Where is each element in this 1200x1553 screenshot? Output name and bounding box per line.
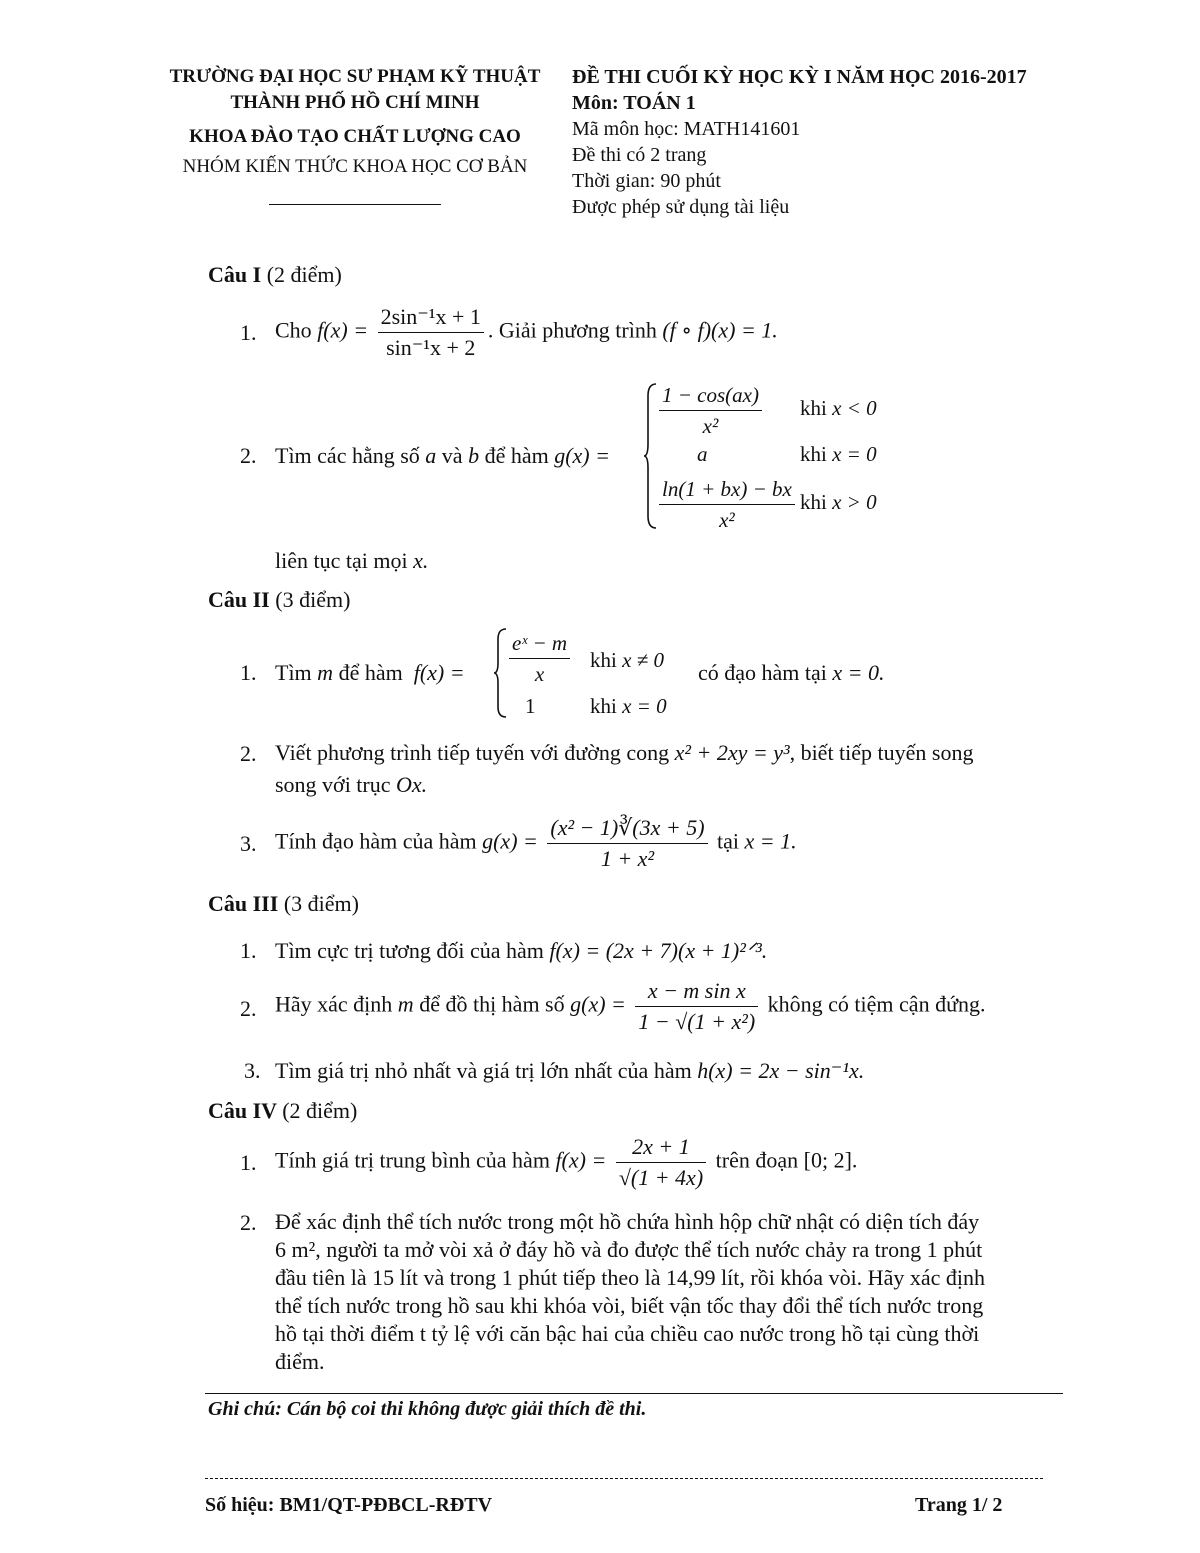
item-number: 2. bbox=[240, 443, 257, 468]
section-3-title: Câu III (3 điểm) bbox=[208, 891, 359, 916]
exam-note: Ghi chú: Cán bộ coi thi không được giải thích đề thi. bbox=[208, 1398, 647, 1420]
note-rule bbox=[205, 1393, 1063, 1394]
question-ii-1-text: Tìm m để hàm f(x) = bbox=[275, 660, 465, 685]
exam-title: ĐỀ THI CUỐI KỲ HỌC KỲ I NĂM HỌC 2016-2017 bbox=[572, 66, 1027, 88]
item-number: 1. bbox=[240, 320, 257, 345]
form-code: Số hiệu: BM1/QT-PĐBCL-RĐTV bbox=[205, 1494, 493, 1516]
question-ii-1-end: có đạo hàm tại x = 0. bbox=[698, 660, 885, 685]
section-2-title: Câu II (3 điểm) bbox=[208, 587, 351, 612]
group-name: NHÓM KIẾN THỨC KHOA HỌC CƠ BẢN bbox=[182, 156, 528, 177]
question-ii-2: Viết phương trình tiếp tuyến với đường cong x² + 2xy = y³, biết tiếp tuyến song song với trục Ox. bbox=[275, 740, 974, 797]
school-name-2: THÀNH PHỐ HỒ CHÍ MINH bbox=[230, 92, 480, 113]
header-rule bbox=[269, 204, 441, 205]
question-iv-2: Để xác định thể tích nước trong một hồ chứa hình hộp chữ nhật có diện tích đáy 6 m², người ta mở vòi xả ở đáy hồ và đo được thể tích nước chảy ra trong 1 phút đầu tiên là 15 lít và trong 1 phút tiếp theo là 14,99 lít, rồi khóa vòi. Hãy xác định thể tích nước trong hồ sau khi khóa vòi, biết vận tốc thay đổi thể tích nước trong hồ tại thời điểm t tỷ lệ với căn bậc hai của chiều cao nước trong hồ tại cùng thời điểm. bbox=[275, 1209, 985, 1374]
exam-info bbox=[572, 64, 1092, 220]
item-number: 3. bbox=[240, 831, 257, 856]
exam-docs: Được phép sử dụng tài liệu bbox=[572, 196, 790, 218]
piecewise-brace bbox=[494, 627, 508, 719]
section-1-title: Câu I (2 điểm) bbox=[208, 262, 342, 287]
exam-pages: Đề thi có 2 trang bbox=[572, 144, 707, 166]
school-header bbox=[150, 64, 560, 205]
page-number: Trang 1/ 2 bbox=[915, 1494, 1003, 1516]
question-ii-3: Tính đạo hàm của hàm g(x) = $\frac{\text{(x² − 1)∛(3x + 5)}}{\text{1 + x²}}$ tại x = 1. bbox=[275, 815, 797, 871]
question-iii-1: Tìm cực trị tương đối của hàm f(x) = (2x + 7)(x + 1)²ᐟ³. bbox=[275, 938, 768, 963]
question-iii-3: Tìm giá trị nhỏ nhất và giá trị lớn nhất của hàm h(x) = 2x − sin⁻¹x. bbox=[275, 1058, 865, 1083]
item-number: 3. bbox=[244, 1058, 261, 1083]
question-iii-2: Hãy xác định m để đồ thị hàm số g(x) = $\frac{\text{x − m sin x}}{\text{1 − √(1 + x²)}}$ không có tiệm cận đứng. bbox=[275, 978, 986, 1034]
faculty-name: KHOA ĐÀO TẠO CHẤT LƯỢNG CAO bbox=[189, 126, 521, 147]
question-i-2-text: Tìm các hằng số a và b để hàm g(x) = bbox=[275, 443, 610, 468]
item-number: 2. bbox=[240, 741, 257, 766]
item-number: 1. bbox=[240, 1150, 257, 1175]
item-number: 1. bbox=[240, 660, 257, 685]
footer-dashed-rule bbox=[205, 1478, 1043, 1479]
question-iv-1: Tính giá trị trung bình của hàm f(x) = $\frac{2x + 1}{√(1 + 4x)}$ trên đoạn [0; 2]. bbox=[275, 1134, 858, 1190]
item-number: 2. bbox=[240, 996, 257, 1021]
exam-code: Mã môn học: MATH141601 bbox=[572, 118, 801, 140]
exam-subject: Môn: TOÁN 1 bbox=[572, 92, 696, 114]
piecewise-brace bbox=[644, 382, 658, 530]
item-number: 1. bbox=[240, 938, 257, 963]
section-4-title: Câu IV (2 điểm) bbox=[208, 1098, 358, 1123]
item-number: 2. bbox=[240, 1210, 257, 1235]
question-i-1: Cho f(x) = $\frac{\text{2sin⁻¹x + 1}}{\text{sin⁻¹x + 2}}$ . Giải phương trình (f ∘ f)(x) = 1. bbox=[275, 304, 778, 360]
exam-time: Thời gian: 90 phút bbox=[572, 170, 721, 192]
school-name-1: TRƯỜNG ĐẠI HỌC SƯ PHẠM KỸ THUẬT bbox=[169, 66, 541, 87]
question-i-2-end: liên tục tại mọi x. bbox=[275, 548, 429, 573]
